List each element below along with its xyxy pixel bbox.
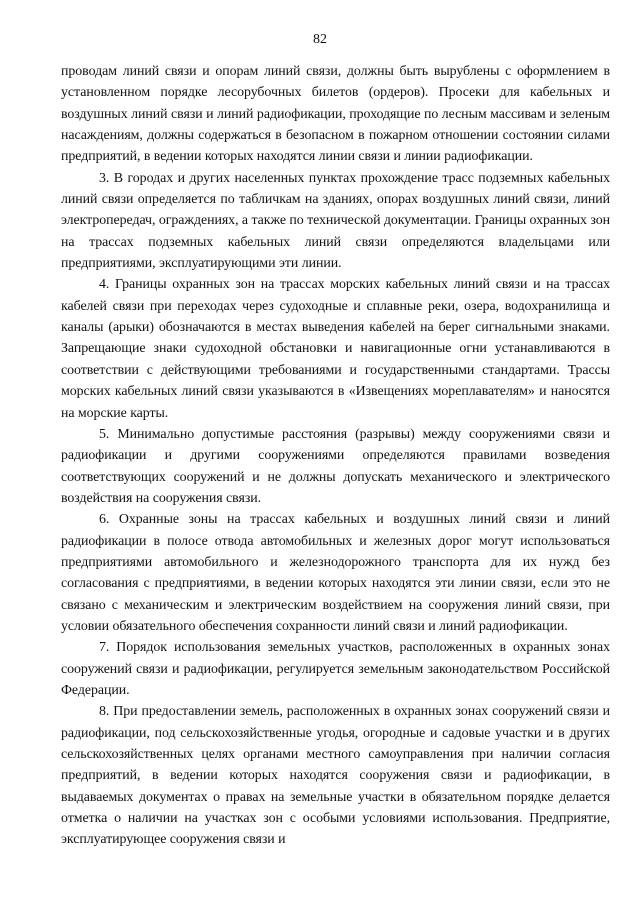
paragraph-item-6: 6. Охранные зоны на трассах кабельных и воздушных линий связи и линий радиофикации в полосе отвода автомобильных и железных дорог могут использоваться предприятиями автомобильного и железнодорожного транспорта для их нужд без согласования с предприятиями, в ведении которых находятся эти линии связи, если это не связано с механическим и электрическим воздействием на сооружения линий связи, при условии обязательного обеспечения сохранности линий связи и линий радиофикации. bbox=[61, 512, 610, 634]
paragraph-item-3: 3. В городах и других населенных пунктах прохождение трасс подземных кабельных линий связи определяется по табличкам на зданиях, опорах воздушных линий связи, линий электропередач, ограждениях, а также по технической документации. Границы охранных зон на трассах подземных кабельных линий связи определяются владельцами или предприятиями, эксплуатирующими эти линии. bbox=[61, 170, 610, 272]
paragraph-item-5: 5. Минимально допустимые расстояния (разрывы) между сооружениями связи и радиофикации и другими сооружениями определяются правилами возведения соответствующих сооружений и не должны допускать механического и электрического воздействия на сооружения связи. bbox=[61, 426, 610, 506]
page-body bbox=[61, 61, 610, 851]
paragraph-item-8: 8. При предоставлении земель, расположенных в охранных зонах сооружений связи и радиофикации, под сельскохозяйственные угодья, огородные и садовые участки и в других сельскохозяйственных целях органами местного самоуправления при наличии согласия предприятий, в ведении которых находятся сооружения связи и радиофикации, в выдаваемых документах о правах на земельные участки в обязательном порядке делается отметка о наличии на участках зон с особыми условиями использования. Предприятие, эксплуатирующее сооружения связи и bbox=[61, 704, 610, 848]
page-number: 82 bbox=[313, 32, 327, 47]
paragraph-item-7: 7. Порядок использования земельных участков, расположенных в охранных зонах сооружений связи и радиофикации, регулируется земельным законодательством Российской Федерации. bbox=[61, 640, 610, 698]
paragraph-item-4: 4. Границы охранных зон на трассах морских кабельных линий связи и на трассах кабелей связи при переходах через судоходные и сплавные реки, озера, водохранилища и каналы (арыки) обозначаются в местах выведения кабелей на берег сигнальными знаками. Запрещающие знаки судоходной обстановки и навигационные огни устанавливаются в соответствии с действующими требованиями и государственными стандартами. Трассы морских кабельных линий связи указываются в «Извещениях мореплавателям» и наносятся на морские карты. bbox=[61, 277, 610, 421]
paragraph-continuation: проводам линий связи и опорам линий связи, должны быть вырублены с оформлением в установленном порядке лесорубочных билетов (ордеров). Просеки для кабельных и воздушных линий связи и линий радиофикации, проходящие по лесным массивам и зеленым насаждениям, должны содержаться в безопасном в пожарном отношении состоянии силами предприятий, в ведении которых находятся линии связи и линии радиофикации. bbox=[61, 64, 610, 165]
